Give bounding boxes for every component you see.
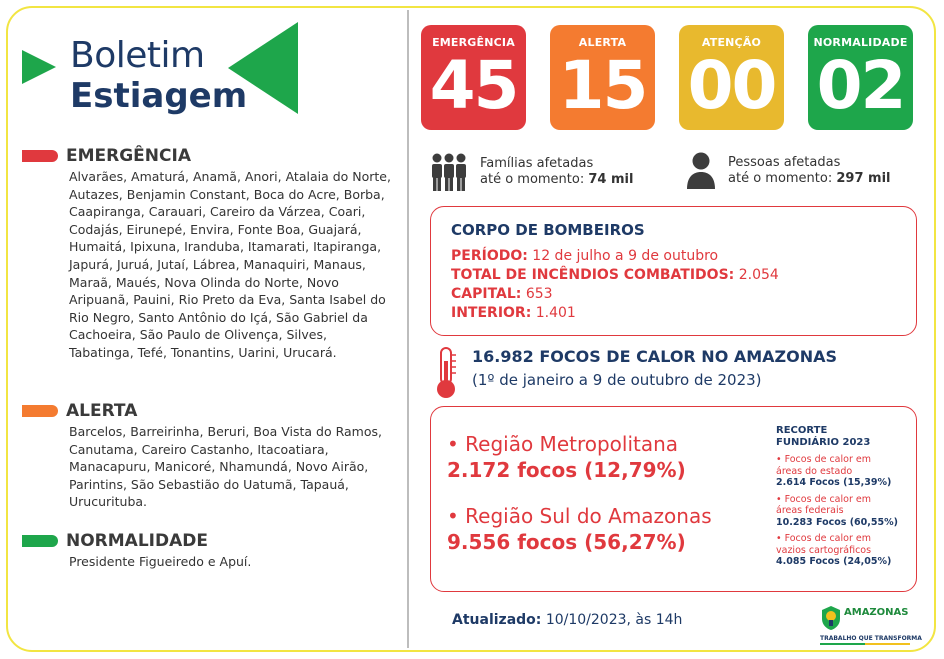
page-title-line2: Estiagem xyxy=(70,76,248,116)
brand-underline xyxy=(820,643,910,645)
recorte-item-federais xyxy=(776,494,911,529)
families-sublabel: até o momento: xyxy=(480,172,585,187)
regiao-sul xyxy=(447,503,712,555)
family-icon xyxy=(430,152,468,192)
recorte-title-line1: RECORTE xyxy=(776,425,828,436)
brand-name: AMAZONAS xyxy=(844,607,909,618)
focos-title: 16.982 FOCOS DE CALOR NO AMAZONAS xyxy=(472,347,838,366)
person-icon xyxy=(686,152,716,190)
normalidade-municipios: Presidente Figueiredo e Apuí. xyxy=(69,554,252,569)
counter-value: 45 xyxy=(429,47,518,124)
amazonas-brand-logo xyxy=(820,605,922,645)
updated-timestamp xyxy=(452,612,682,628)
capital-row xyxy=(451,285,896,304)
recorte-item-line1: • Focos de calor em xyxy=(776,454,871,465)
people-sublabel: até o momento: xyxy=(728,171,833,186)
people-value: 297 mil xyxy=(836,171,891,186)
families-label: Famílias afetadas xyxy=(480,156,594,171)
recorte-item-line2: vazios cartográficos xyxy=(776,544,872,556)
counter-value: 00 xyxy=(687,47,776,124)
column-divider xyxy=(407,10,409,648)
updated-label: Atualizado: xyxy=(452,612,542,628)
regiao-value: 2.172 focos (12,79%) xyxy=(447,458,686,482)
thermometer-icon xyxy=(432,347,460,399)
recorte-item-vazios xyxy=(776,533,911,568)
counter-atencao xyxy=(679,25,784,130)
focos-box xyxy=(430,406,917,592)
alerta-title: ALERTA xyxy=(66,401,138,421)
bombeiros-box xyxy=(430,206,917,336)
focos-subtitle: (1º de janeiro a 9 de outubro de 2023) xyxy=(472,371,762,389)
recorte-item-line1: • Focos de calor em xyxy=(776,493,871,505)
total-row xyxy=(451,266,896,285)
recorte-title-line2: FUNDIÁRIO 2023 xyxy=(776,437,871,448)
recorte-item-value: 2.614 Focos (15,39%) xyxy=(776,477,892,488)
counter-value: 15 xyxy=(558,47,647,124)
recorte-item-line2: áreas do estado xyxy=(776,465,853,477)
interior-row xyxy=(451,304,896,323)
recorte-item-value: 4.085 Focos (24,05%) xyxy=(776,556,892,567)
interior-value: 1.401 xyxy=(531,305,576,321)
focos-header xyxy=(430,345,917,400)
regiao-name: • Região Metropolitana xyxy=(447,432,679,456)
section-alerta xyxy=(22,401,392,511)
families-value: 74 mil xyxy=(588,172,634,187)
capital-label: CAPITAL: xyxy=(451,286,522,302)
recorte-fundiario xyxy=(776,425,911,568)
updated-value: 10/10/2023, às 14h xyxy=(541,612,683,628)
section-normalidade xyxy=(22,531,392,571)
emergencia-municipios: Alvarães, Amaturá, Anamã, Anori, Atalaia do Norte, Autazes, Benjamin Constant, Boca do Acre, Borba, Caapiranga, Carauari, Careiro da Várzea, Coari, Codajás, Eirunepé, Envira, Fonte Boa, Guajará, Humaitá, Ipixuna, Iranduba, Itamarati, Itapiranga, Japurá, Juruá, Jutaí, Lábrea, Manaquiri, Manaus, Maraã, Maués, Nova Olinda do Norte, Novo Aripuanã, Pauini, Rio Preto da Eva, Santa Isabel do Rio Negro, Santo Antônio do Içá, São Gabriel da Cachoeira, São Paulo de Olivença, Silves, Tabatinga, Tefé, Tonantins, Uarini, Urucará. xyxy=(69,169,391,360)
recorte-item-estado xyxy=(776,454,911,489)
people-affected xyxy=(686,152,891,190)
regiao-value: 9.556 focos (56,27%) xyxy=(447,530,686,554)
alerta-municipios: Barcelos, Barreirinha, Beruri, Boa Vista do Ramos, Canutama, Careiro Castanho, Itacoatiara, Manacapuru, Manicoré, Nhamundá, Novo Airão, Parintins, São Sebastião do Uatumã, Tapauá, Urucurituba. xyxy=(69,424,382,510)
logo-triangle-left xyxy=(22,50,56,84)
counter-label: ALERTA xyxy=(578,36,627,49)
coat-of-arms-icon xyxy=(820,605,842,631)
total-value: 2.054 xyxy=(734,267,779,283)
counter-label: EMERGÊNCIA xyxy=(432,36,515,49)
people-label: Pessoas afetadas xyxy=(728,155,841,170)
counter-value: 02 xyxy=(816,47,905,124)
counter-label: ATENÇÃO xyxy=(701,36,762,49)
capital-value: 653 xyxy=(521,286,553,302)
counter-alerta xyxy=(550,25,655,130)
regiao-name: • Região Sul do Amazonas xyxy=(447,504,712,528)
periodo-label: PERÍODO: xyxy=(451,248,528,264)
emergencia-marker xyxy=(22,150,58,162)
periodo-value: 12 de julho a 9 de outubro xyxy=(527,248,719,264)
recorte-item-line2: áreas federais xyxy=(776,505,844,516)
normalidade-marker xyxy=(22,535,58,547)
alerta-marker xyxy=(22,405,58,417)
counter-label: NORMALIDADE xyxy=(813,36,908,49)
periodo-row xyxy=(451,247,896,266)
normalidade-title: NORMALIDADE xyxy=(66,531,208,551)
recorte-item-value: 10.283 Focos (60,55%) xyxy=(776,516,898,528)
total-label: TOTAL DE INCÊNDIOS COMBATIDOS: xyxy=(451,267,735,283)
brand-tagline: TRABALHO QUE TRANSFORMA xyxy=(820,635,922,642)
page-title-line1: Boletim xyxy=(70,35,205,76)
counter-normalidade xyxy=(808,25,913,130)
bombeiros-title: CORPO DE BOMBEIROS xyxy=(451,221,645,239)
interior-label: INTERIOR: xyxy=(451,305,532,321)
section-emergencia xyxy=(22,146,392,362)
recorte-item-line1: • Focos de calor em xyxy=(776,533,871,544)
counter-emergencia xyxy=(421,25,526,130)
emergencia-title: EMERGÊNCIA xyxy=(66,146,191,166)
families-affected xyxy=(430,152,633,192)
regiao-metropolitana xyxy=(447,431,686,483)
